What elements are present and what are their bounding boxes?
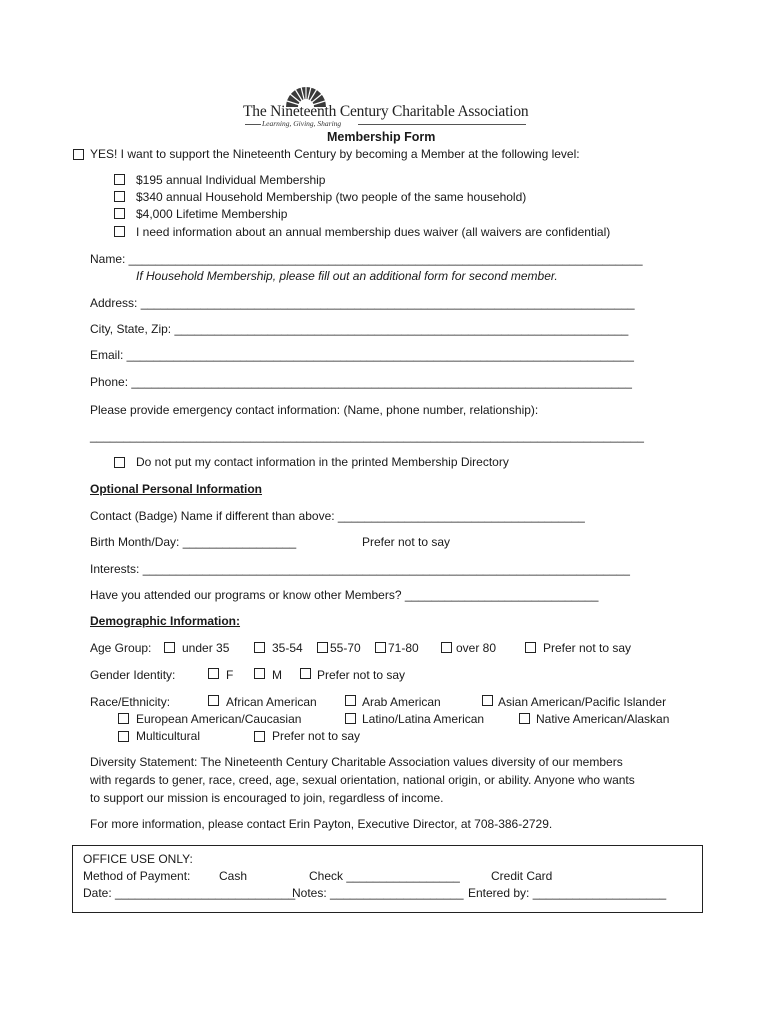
age-group-label: Age Group: xyxy=(90,641,152,655)
tagline-rule-left xyxy=(245,124,261,125)
payment-credit-card-label: Credit Card xyxy=(491,869,553,883)
tagline-rule-right xyxy=(358,124,526,125)
level-household-label: $340 annual Household Membership (two people of the same household) xyxy=(136,190,527,204)
diversity-statement-line-3: to support our mission is encouraged to join, regardless of income. xyxy=(90,791,444,805)
payment-method-label: Method of Payment: xyxy=(83,869,191,883)
directory-optout-checkbox[interactable] xyxy=(114,457,125,468)
race-native-american-checkbox[interactable] xyxy=(519,713,530,724)
age-55-70-checkbox[interactable] xyxy=(317,642,328,653)
age-prefer-not-checkbox[interactable] xyxy=(525,642,536,653)
race-native-american-label: Native American/Alaskan xyxy=(536,712,670,726)
age-35-54-label: 35-54 xyxy=(272,641,303,655)
race-asian-american-checkbox[interactable] xyxy=(482,695,493,706)
race-arab-american-checkbox[interactable] xyxy=(345,695,356,706)
birth-date-field[interactable]: Birth Month/Day: _________________ xyxy=(90,535,297,549)
payment-check-field[interactable]: Check _________________ xyxy=(309,869,460,883)
race-african-american-checkbox[interactable] xyxy=(208,695,219,706)
diversity-statement-line-2: with regards to gener, race, creed, age, sexual orientation, national origin, or ability. Anyone who wants xyxy=(90,773,635,787)
race-european-american-label: European American/Caucasian xyxy=(136,712,302,726)
email-field[interactable]: Email: ____________________________________________________________________________ xyxy=(90,348,634,362)
gender-prefer-not-label: Prefer not to say xyxy=(317,668,406,682)
race-ethnicity-label: Race/Ethnicity: xyxy=(90,695,171,709)
level-household-checkbox[interactable] xyxy=(114,191,125,202)
emergency-contact-field[interactable]: ___________________________________________________________________________________ xyxy=(90,429,644,443)
level-waiver-label: I need information about an annual membership dues waiver (all waivers are confidential) xyxy=(136,225,611,239)
yes-label: YES! I want to support the Nineteenth Century by becoming a Member at the following level: xyxy=(90,147,580,161)
office-use-heading: OFFICE USE ONLY: xyxy=(83,852,193,866)
payment-cash-label: Cash xyxy=(219,869,248,883)
form-title: Membership Form xyxy=(327,130,436,144)
race-multicultural-label: Multicultural xyxy=(136,729,201,743)
race-european-american-checkbox[interactable] xyxy=(118,713,129,724)
office-entered-by-field[interactable]: Entered by: ____________________ xyxy=(468,886,667,900)
city-state-zip-field[interactable]: City, State, Zip: ____________________________________________________________________ xyxy=(90,322,629,336)
optional-info-heading: Optional Personal Information xyxy=(90,482,263,496)
age-35-54-checkbox[interactable] xyxy=(254,642,265,653)
birth-prefer-not-label: Prefer not to say xyxy=(362,535,451,549)
level-waiver-checkbox[interactable] xyxy=(114,226,125,237)
age-over80-checkbox[interactable] xyxy=(441,642,452,653)
level-lifetime-label: $4,000 Lifetime Membership xyxy=(136,207,288,221)
directory-optout-label: Do not put my contact information in the printed Membership Directory xyxy=(136,455,509,469)
level-individual-checkbox[interactable] xyxy=(114,174,125,185)
age-71-80-checkbox[interactable] xyxy=(375,642,386,653)
gender-identity-label: Gender Identity: xyxy=(90,668,176,682)
gender-prefer-not-checkbox[interactable] xyxy=(300,668,311,679)
race-african-american-label: African American xyxy=(226,695,317,709)
race-multicultural-checkbox[interactable] xyxy=(118,731,129,742)
level-individual-label: $195 annual Individual Membership xyxy=(136,173,326,187)
level-lifetime-checkbox[interactable] xyxy=(114,208,125,219)
interests-field[interactable]: Interests: _________________________________________________________________________ xyxy=(90,562,630,576)
age-over80-label: over 80 xyxy=(456,641,497,655)
age-prefer-not-label: Prefer not to say xyxy=(543,641,632,655)
race-latino-checkbox[interactable] xyxy=(345,713,356,724)
office-notes-field[interactable]: Notes: ____________________ xyxy=(292,886,464,900)
gender-f-label: F xyxy=(226,668,234,682)
age-71-80-label: 71-80 xyxy=(388,641,419,655)
emergency-contact-label: Please provide emergency contact information: (Name, phone number, relationship): xyxy=(90,403,539,417)
badge-name-field[interactable]: Contact (Badge) Name if different than above: _____________________________________ xyxy=(90,509,585,523)
demographic-heading: Demographic Information: xyxy=(90,614,241,628)
attended-programs-field[interactable]: Have you attended our programs or know other Members? _____________________________ xyxy=(90,588,599,602)
address-field[interactable]: Address: __________________________________________________________________________ xyxy=(90,296,635,310)
age-55-70-label: 55-70 xyxy=(330,641,361,655)
race-arab-american-label: Arab American xyxy=(362,695,441,709)
household-note: If Household Membership, please fill out an additional form for second member. xyxy=(136,269,558,283)
race-prefer-not-label: Prefer not to say xyxy=(272,729,361,743)
race-asian-american-label: Asian American/Pacific Islander xyxy=(498,695,667,709)
org-name: The Nineteenth Century Charitable Association xyxy=(243,103,529,120)
diversity-statement-line-1: Diversity Statement: The Nineteenth Century Charitable Association values diversity of our members xyxy=(90,755,623,769)
race-prefer-not-checkbox[interactable] xyxy=(254,731,265,742)
age-under35-checkbox[interactable] xyxy=(164,642,175,653)
gender-m-label: M xyxy=(272,668,282,682)
race-latino-label: Latino/Latina American xyxy=(362,712,485,726)
age-under35-label: under 35 xyxy=(182,641,230,655)
tagline: Learning, Giving, Sharing xyxy=(262,119,342,128)
gender-m-checkbox[interactable] xyxy=(254,668,265,679)
name-field[interactable]: Name: _____________________________________________________________________________ xyxy=(90,252,643,266)
office-date-field[interactable]: Date: ___________________________ xyxy=(83,886,296,900)
phone-field[interactable]: Phone: ___________________________________________________________________________ xyxy=(90,375,632,389)
yes-checkbox[interactable] xyxy=(73,149,84,160)
contact-info-text: For more information, please contact Erin Payton, Executive Director, at 708-386-2729. xyxy=(90,817,553,831)
gender-f-checkbox[interactable] xyxy=(208,668,219,679)
